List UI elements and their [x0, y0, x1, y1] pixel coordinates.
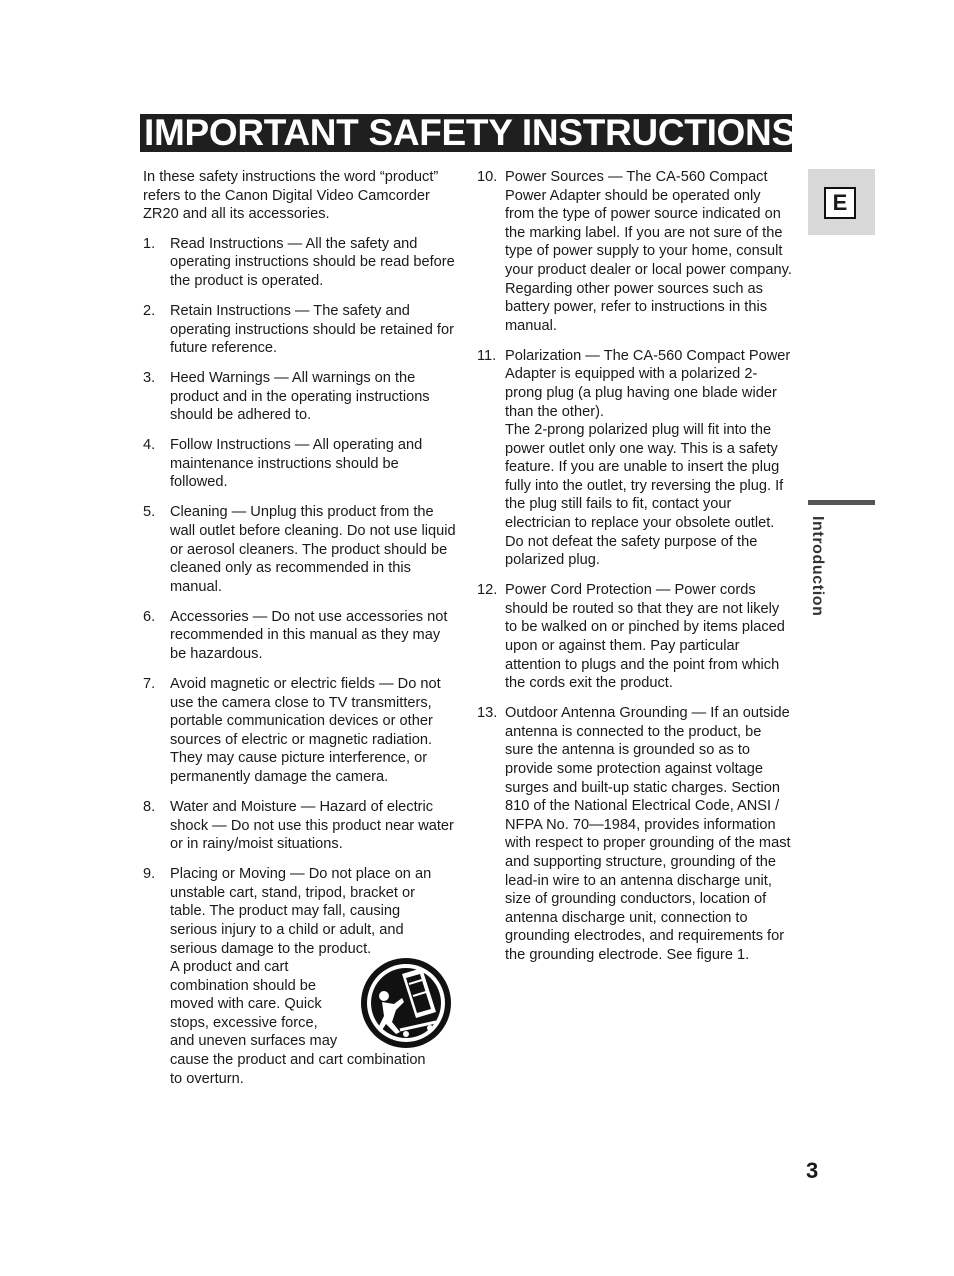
right-column — [477, 168, 792, 976]
language-tab — [808, 169, 875, 235]
cart-line: cause the product and cart combination — [170, 1052, 426, 1069]
list-item — [143, 436, 458, 492]
item-number: 1. — [143, 235, 156, 252]
page-title: IMPORTANT SAFETY INSTRUCTIONS — [140, 114, 792, 152]
cart-line: to overturn. — [170, 1070, 244, 1087]
cart-line: combination should be — [170, 977, 317, 994]
item-text: Read Instructions — All the safety and operating instructions should be read before the product is operated. — [170, 235, 455, 289]
item-number: 4. — [143, 437, 156, 454]
page-number: 3 — [806, 1158, 819, 1183]
cart-warning-block — [170, 958, 458, 1088]
item-text: Water and Moisture — Hazard of electric shock — Do not use this product near water or in rainy/moist situations. — [170, 798, 454, 853]
list-item — [477, 347, 792, 570]
item-text: Accessories — Do not use accessories not recommended in this manual as they may be hazardous. — [170, 608, 448, 663]
cart-line: A product and cart — [170, 959, 289, 976]
cart-line: moved with care. Quick — [170, 996, 322, 1013]
language-tab-letter: E — [824, 187, 856, 219]
item-number: 2. — [143, 302, 156, 319]
list-item — [143, 865, 458, 1088]
list-item — [477, 168, 792, 335]
item-text: Polarization — The CA-560 Compact Power Adapter is equipped with a polarized 2-prong plug (a plug having one blade wider than the other). — [505, 347, 791, 420]
item-text: Heed Warnings — All warnings on the product and in the operating instructions should be adhered to. — [170, 370, 430, 424]
list-item — [143, 235, 458, 291]
item-number: 11. — [477, 347, 497, 364]
item-number: 9. — [143, 866, 156, 883]
item-number: 3. — [143, 370, 156, 387]
cart-line: and uneven surfaces may — [170, 1033, 338, 1050]
item-number: 5. — [143, 504, 156, 521]
item-number: 7. — [143, 676, 156, 692]
list-item — [143, 675, 458, 787]
list-item — [477, 704, 792, 964]
item-text: Cleaning — Unplug this product from the wall outlet before cleaning. Do not use liquid or aerosol cleaners. The product should be cleaned only as recommended in this manual. — [170, 504, 456, 595]
item-text: Power Sources — The CA-560 Compact Power Adapter should be operated only from the type of power source indicated on the marking label. If you are not sure of the type of power supply to your home, consult your product dealer or local power company. Regarding other power sources such as battery power, refer to instructions in this manual. — [505, 169, 792, 334]
item-text: Outdoor Antenna Grounding — If an outside antenna is connected to the product, be sure the antenna is grounded so as to provide some protection against voltage surges and built-up static charges. Section 810 of the National Electrical Code, ANSI / NFPA No. 70—1984, provides information with respect to proper grounding of the mast and supporting structure, grounding of the lead-in wire to an antenna discharge unit, size of grounding conductors, location of antenna discharge unit, connection to grounding electrodes, and requirements for the grounding electrode. See figure 1. — [505, 705, 791, 963]
section-label: Introduction — [809, 516, 826, 617]
list-item — [143, 369, 458, 425]
list-item — [143, 798, 458, 854]
item-number: 10. — [477, 169, 498, 185]
item-number: 8. — [143, 798, 156, 815]
list-item — [143, 302, 458, 358]
left-column — [143, 168, 458, 1100]
section-divider — [808, 500, 875, 505]
item-number: 12. — [477, 582, 498, 599]
list-item — [477, 581, 792, 693]
list-item — [143, 608, 458, 664]
item-text: Follow Instructions — All operating and maintenance instructions should be followed. — [170, 437, 423, 491]
item-text-continued: The 2-prong polarized plug will fit into the power outlet only one way. This is a safety feature. If you are unable to insert the plug fully into the outlet, try reversing the plug. If the plug still fails to fit, contact your electrician to replace your obsolete outlet. Do not defeat the safety purpose of the polarized plug. — [505, 422, 784, 569]
item-number: 13. — [477, 705, 498, 722]
cart-line: stops, excessive force, — [170, 1014, 318, 1031]
item-text: Retain Instructions — The safety and operating instructions should be retained for future reference. — [170, 302, 454, 357]
item-text: Avoid magnetic or electric fields — Do not use the camera close to TV transmitters, portable communication devices or other sources of electric or magnetic radiation. They may cause picture interference, or permanently damage the camera. — [170, 676, 441, 785]
list-item — [143, 503, 458, 596]
item-text: Power Cord Protection — Power cords should be routed so that they are not likely to be walked on or pinched by items placed upon or against them. Pay particular attention to plugs and the point from which the cords exit the product. — [505, 582, 785, 692]
cart-tipover-warning-icon — [358, 954, 454, 1052]
item-number: 6. — [143, 608, 156, 625]
item-text: Placing or Moving — Do not place on an unstable cart, stand, tripod, bracket or table. The product may fall, causing serious injury to a child or adult, and serious damage to the product. — [170, 866, 432, 957]
intro-paragraph: In these safety instructions the word “product” refers to the Canon Digital Video Camcorder ZR20 and all its accessories. — [143, 169, 439, 223]
